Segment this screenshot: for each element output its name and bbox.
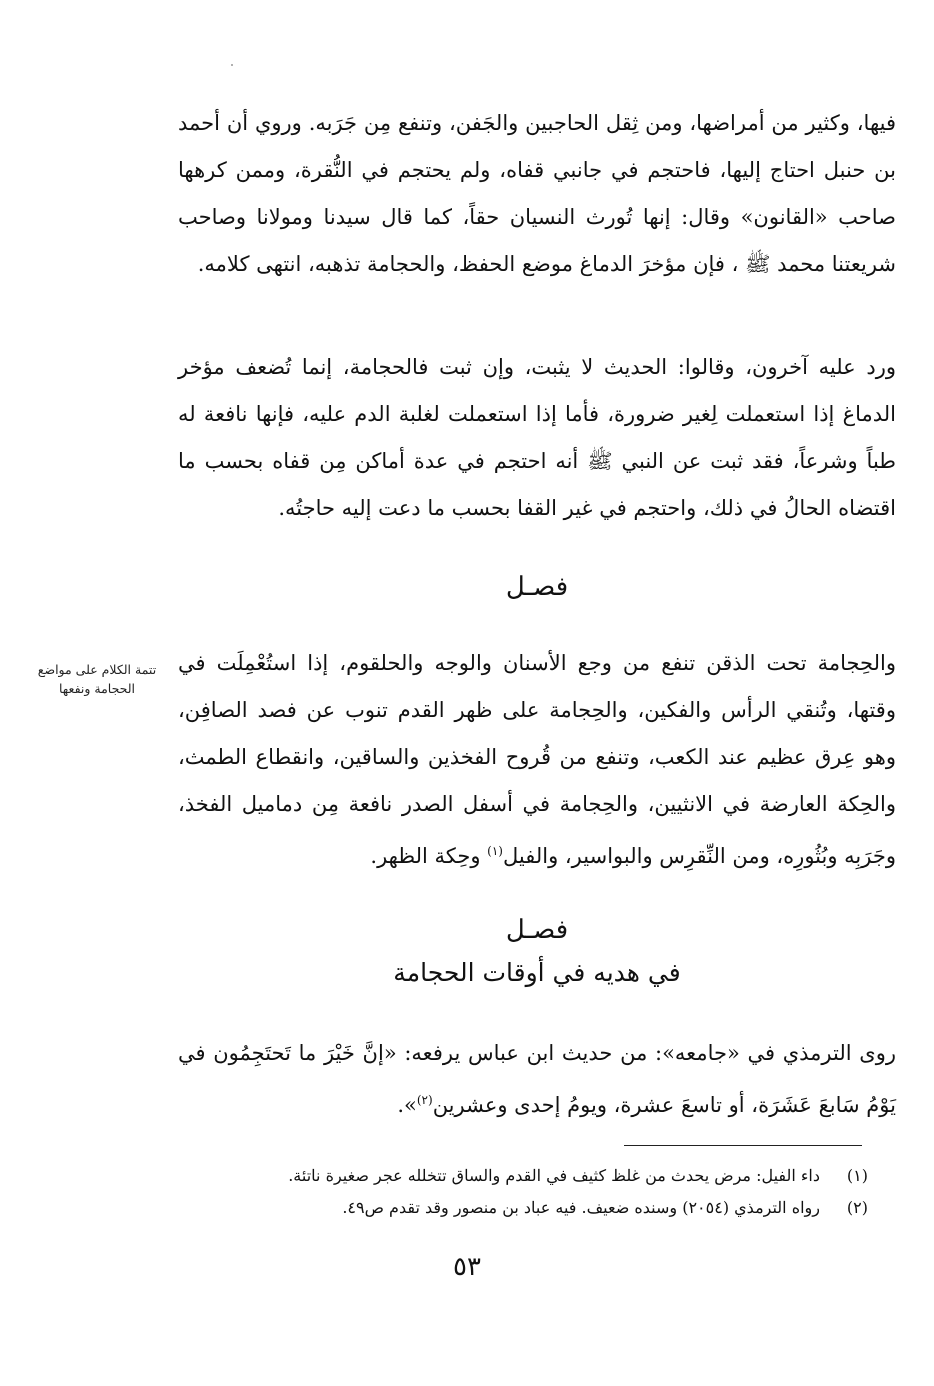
paragraph-3-text-start: والحِجامة تحت الذقن تنفع من وجع الأسنان والوجه والحلقوم، إذا استُعْمِلَت في وقتها، وتُنقي الرأس والفكين، والحِجامة على ظهر القدم تنوب عن فصد الصافِن، وهو عِرق عظيم عند الكعب، وتنفع من قُروح الفخذين والساقين، وانقطاع الطمث، والحِكة العارضة في الانثيين، والحِجامة في أسفل الصدر نافعة مِن دماميل الفخذ، وجَرَبِه وبُثُورِه، ومن النِّقرِس والبواسير، والفيل — [178, 651, 896, 868]
footnote-divider — [624, 1145, 862, 1146]
paragraph-1-text: فيها، وكثير من أمراضها، ومن ثِقل الحاجبين والجَفن، وتنفع مِن جَرَبه. وروي أن أحمد بن حنبل احتاج إليها، فاحتجم في جانبي قفاه، ولم يحتجم في النُّقرة، وممن كرهها صاحب «القانون» وقال: إنها تُورث النسيان حقاً، كما قال سيدنا ومولانا وصاحب شريعتنا محمد ﷺ ، فإن مؤخرَ الدماغ موضع الحفظ، والحجامة تذهبه، انتهى كلامه. — [178, 111, 896, 276]
paragraph-4-text-start: روى الترمذي في «جامعه»: من حديث ابن عباس يرفعه: «إنَّ خَيْرَ ما تَحتَجِمُون في يَوْمُ سَابعَ عَشَرَة، أو تاسعَ عشرة، ويومُ إحدى وعشرين — [178, 1041, 896, 1117]
paragraph-4 — [178, 1030, 896, 1129]
section-subtitle: في هديه في أوقات الحجامة — [393, 958, 681, 987]
footnote-2-number: (٢) — [846, 1198, 868, 1217]
paragraph-1 — [178, 100, 896, 288]
footnote-1-number: (١) — [846, 1166, 868, 1185]
footnote-1-text: داء الفيل: مرض يحدث من غلظ كثيف في القدم والساق تتخلله عجر صغيرة ناتئة. — [288, 1166, 820, 1185]
paragraph-3-text-end: وحِكة الظهر. — [370, 844, 488, 868]
footnote-2-text: رواه الترمذي (٢٠٥٤) وسنده ضعيف. فيه عباد بن منصور وقد تقدم ص٤٩. — [342, 1198, 820, 1217]
section-heading-fasl-2: فصـل — [505, 915, 569, 945]
paragraph-4-text-end: ». — [397, 1093, 417, 1117]
footnote-1 — [178, 1160, 868, 1192]
paragraph-3-text — [178, 640, 896, 880]
section-heading-fasl-1: فصـل — [505, 572, 569, 602]
footnotes — [178, 1160, 868, 1224]
paragraph-3 — [178, 640, 896, 880]
footnote-2 — [178, 1192, 868, 1224]
paragraph-2-text: ورد عليه آخرون، وقالوا: الحديث لا يثبت، وإن ثبت فالحجامة، إنما تُضعف مؤخر الدماغ إذا استعملت لِغير ضرورة، فأما إذا استعملت لغلبة الدم عليه، فإنها نافعة له طباً وشرعاً، فقد ثبت عن النبي ﷺ أنه احتجم في عدة أماكن مِن قفاه بحسب ما اقتضاه الحالُ في ذلك، واحتجم في غير القفا بحسب ما دعت إليه حاجتُه. — [178, 355, 896, 520]
footnote-ref-2[interactable]: (٢) — [416, 1093, 433, 1107]
paragraph-4-text — [178, 1030, 896, 1129]
page-number: ٥٣ — [453, 1252, 481, 1282]
paragraph-2 — [178, 344, 896, 532]
footnote-ref-1[interactable]: (١) — [487, 844, 503, 858]
scan-speck — [231, 64, 233, 66]
margin-note: تتمة الكلام على مواضع الحجامة ونفعها — [37, 662, 157, 696]
